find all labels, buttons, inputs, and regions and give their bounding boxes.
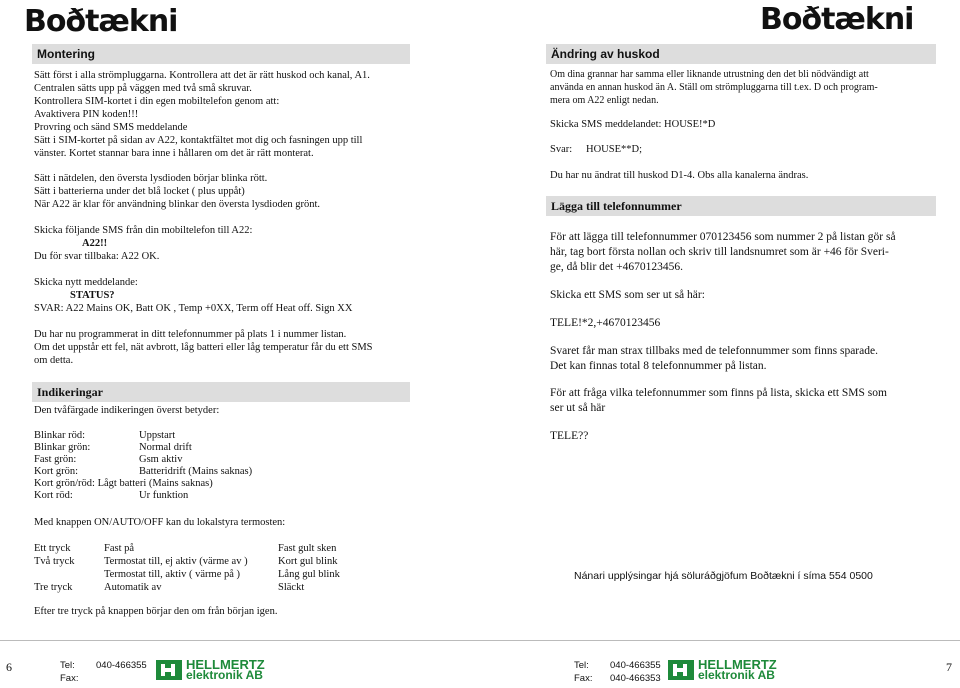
andring-svar-value: HOUSE**D;: [586, 144, 643, 155]
footer-rule: [0, 640, 960, 641]
lagga-line: ser ut så här: [550, 402, 606, 414]
page-number-right: 7: [946, 660, 952, 674]
fax-label: Fax:: [574, 673, 593, 684]
knapp-text: Med knappen ON/AUTO/OFF kan du lokalstyra termosten:: [34, 517, 286, 528]
fax-label: Fax:: [60, 673, 79, 684]
prog-line: Om det uppstår ett fel, nät avbrott, låg batteri eller låg temperatur får du ett SMS: [34, 342, 373, 353]
tel-value: 040-466355: [610, 660, 661, 671]
logo-left: Boðtækni: [24, 4, 178, 39]
tryck-a: Ett tryck: [34, 543, 71, 554]
tryck-c: Lång gul blink: [278, 569, 340, 580]
prog-line: om detta.: [34, 355, 74, 366]
montering-line: Avaktivera PIN koden!!!: [34, 109, 139, 120]
andring-header: Ändring av huskod: [546, 44, 936, 64]
tryck-b: Automatik av: [104, 582, 162, 593]
andring-svar-label: Svar:: [550, 144, 573, 155]
lagga-line: ge, då blir det +4670123456.: [550, 261, 683, 273]
ind-key: Blinkar grön:: [34, 442, 91, 453]
efter-text: Efter tre tryck på knappen börjar den om från början igen.: [34, 606, 278, 617]
tel-label: Tel:: [574, 660, 589, 671]
ind-row: Kort grön/röd: Lågt batteri (Mains saknas): [34, 478, 213, 489]
ind-value: Uppstart: [139, 430, 176, 441]
tryck-c: Kort gul blink: [278, 556, 338, 567]
montering-line: Sätt i batterierna under det blå locket ( plus uppåt): [34, 186, 245, 197]
lagga-line: Skicka ett SMS som ser ut så här:: [550, 289, 705, 301]
fax-value: 040-466353: [610, 673, 661, 684]
tryck-b: Termostat till, ej aktiv (värme av ): [104, 556, 248, 567]
montering-line: vänster. Kortet stannar bara inne i hållaren om det är rätt monterat.: [34, 148, 314, 159]
montering-line: Sätt i SIM-kortet på sidan av A22, kontaktfältet mot dig och fasningen upp till: [34, 135, 363, 146]
lagga-line: För att lägga till telefonnummer 070123456 som nummer 2 på listan gör så: [550, 231, 896, 243]
tel-value: 040-466355: [96, 660, 147, 671]
andring-line: Om dina grannar har samma eller liknande utrustning den det bli nödvändigt att: [550, 69, 869, 80]
nanari-text: Nánari upplýsingar hjá söluráðgjöfum Boðtækni í síma 554 0500: [574, 570, 873, 582]
ind-key: Kort grön:: [34, 466, 79, 477]
brand-line1: HELLMERTZ: [698, 657, 777, 672]
ind-value: Normal drift: [139, 442, 192, 453]
sms1-reply: Du för svar tillbaka: A22 OK.: [34, 251, 160, 262]
hellmertz-logo-left: [156, 659, 265, 681]
montering-line: Centralen sätts upp på väggen med två små skruvar.: [34, 83, 252, 94]
ind-key: Blinkar röd:: [34, 430, 86, 441]
tel-label: Tel:: [60, 660, 75, 671]
sms1-command: A22!!: [82, 238, 108, 249]
andring-done: Du har nu ändrat till huskod D1-4. Obs alla kanalerna ändras.: [550, 170, 809, 181]
ind-key: Kort röd:: [34, 490, 73, 501]
tryck-b: Termostat till, aktiv ( värme på ): [104, 569, 241, 580]
andring-skicka: Skicka SMS meddelandet: HOUSE!*D: [550, 119, 716, 130]
tryck-a: Tre tryck: [34, 582, 73, 593]
lagga-line: här, tag bort första nollan och skriv till landsnumret som är +46 för Sveri-: [550, 246, 889, 258]
indikeringar-header: Indikeringar: [32, 382, 410, 402]
tryck-a: Två tryck: [34, 556, 75, 567]
sms2-text: Skicka nytt meddelande:: [34, 277, 138, 288]
lagga-line: Det kan finnas total 8 telefonnummer på listan.: [550, 360, 767, 372]
hellmertz-mark-icon: [668, 660, 694, 680]
ind-value: Batteridrift (Mains saknas): [139, 466, 253, 477]
andring-line: använda en annan huskod än A. Ställ om strömpluggarna till t.ex. D och program-: [550, 82, 878, 93]
hellmertz-mark-icon: [156, 660, 182, 680]
ind-value: Gsm aktiv: [139, 454, 183, 465]
tryck-c: Släckt: [278, 582, 305, 593]
lagga-command: TELE!*2,+4670123456: [550, 317, 661, 329]
indikeringar-intro: Den tvåfärgade indikeringen överst betyder:: [34, 405, 220, 416]
logo-right: Boðtækni: [760, 2, 914, 37]
sms2-reply: SVAR: A22 Mains OK, Batt OK , Temp +0XX, Term off Heat off. Sign XX: [34, 303, 353, 314]
lagga-header: Lägga till telefonnummer: [546, 196, 936, 216]
hellmertz-logo-right: [668, 659, 777, 681]
montering-line: Provring och sänd SMS meddelande: [34, 122, 188, 133]
sms1-text: Skicka följande SMS från din mobiltelefon till A22:: [34, 225, 253, 236]
montering-line: Sätt i nätdelen, den översta lysdioden börjar blinka rött.: [34, 173, 268, 184]
lagga-line: För att fråga vilka telefonnummer som finns på lista, skicka ett SMS som: [550, 387, 887, 399]
montering-line: Kontrollera SIM-kortet i din egen mobiltelefon genom att:: [34, 96, 280, 107]
sms2-command: STATUS?: [70, 290, 115, 301]
tryck-b: Fast på: [104, 543, 135, 554]
brand-line2: elektronik AB: [698, 668, 775, 682]
brand-line1: HELLMERTZ: [186, 657, 265, 672]
tryck-c: Fast gult sken: [278, 543, 337, 554]
ind-value: Ur funktion: [139, 490, 189, 501]
montering-header: Montering: [32, 44, 410, 64]
page-number-left: 6: [6, 660, 12, 674]
brand-line2: elektronik AB: [186, 668, 263, 682]
andring-line: mera om A22 enligt nedan.: [550, 95, 659, 106]
ind-key: Fast grön:: [34, 454, 77, 465]
prog-line: Du har nu programmerat in ditt telefonnummer på plats 1 i nummer listan.: [34, 329, 347, 340]
montering-line: När A22 är klar för användning blinkar den översta lysdioden grönt.: [34, 199, 321, 210]
montering-line: Sätt först i alla strömpluggarna. Kontrollera att det är rätt huskod och kanal, A1.: [34, 70, 370, 81]
lagga-command: TELE??: [550, 430, 589, 442]
lagga-line: Svaret får man strax tillbaks med de telefonnummer som finns sparade.: [550, 345, 878, 357]
